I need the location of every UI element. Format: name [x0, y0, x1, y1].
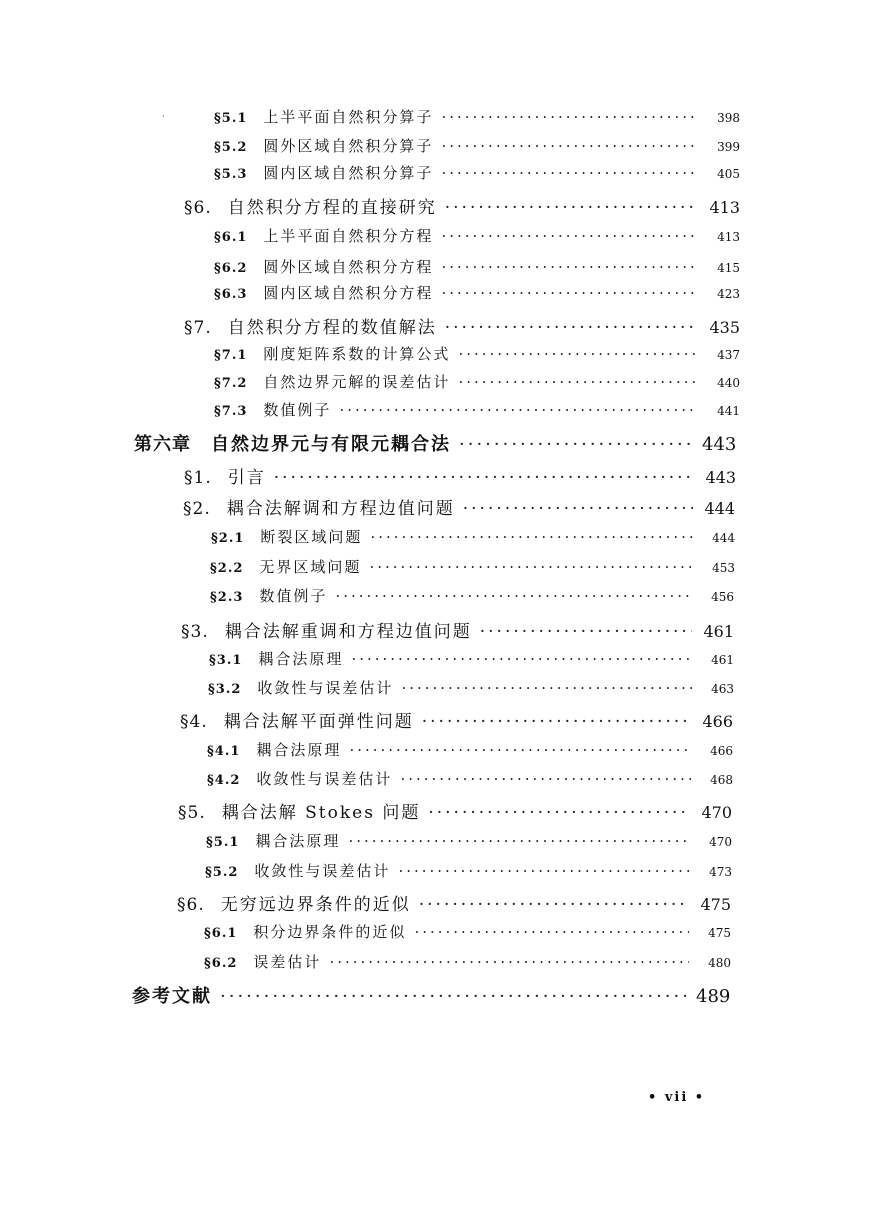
- toc-entry-number: §6.1: [214, 230, 248, 245]
- leader-dots: [463, 499, 693, 519]
- toc-entry-number: §6.3: [214, 287, 248, 302]
- toc-entry-number: §7.1: [214, 348, 248, 363]
- toc-entry-number: §5.1: [206, 835, 240, 850]
- toc-entry-number: §7.: [184, 318, 212, 338]
- toc-entry-number: §2.1: [211, 531, 245, 546]
- leader-dots: [458, 373, 698, 391]
- leader-dots: [441, 284, 698, 302]
- toc-entry-title: 耦合法原理: [255, 832, 341, 850]
- toc-entry: [207, 739, 733, 760]
- toc-entry-page: 440: [717, 376, 740, 390]
- leader-dots: [428, 803, 690, 823]
- toc-entry-number: §2.2: [210, 561, 244, 576]
- leader-dots: [445, 318, 698, 338]
- toc-entry: [181, 617, 734, 642]
- toc-entry-number: §5.3: [214, 167, 248, 182]
- toc-entry-title: 圆外区域自然积分方程: [263, 258, 434, 276]
- toc-entry-title: 积分边界条件的近似: [253, 923, 407, 941]
- toc-entry-title: 耦合法解重调和方程边值问题: [224, 622, 472, 642]
- toc-entry-title: 刚度矩阵系数的计算公式: [263, 345, 451, 363]
- leader-dots: [458, 345, 698, 363]
- toc-entry-page: 466: [710, 744, 733, 758]
- toc-entry-title: 自然边界元解的误差估计: [263, 373, 451, 391]
- leader-dots: [370, 528, 693, 546]
- leader-dots: [459, 434, 694, 455]
- toc-entry-page: 475: [708, 926, 731, 940]
- toc-entry-title: 断裂区域问题: [260, 528, 363, 546]
- toc-entry-title: 收敛性与误差估计: [256, 770, 393, 788]
- toc-entry-number: §7.2: [214, 376, 248, 391]
- leader-dots: [400, 770, 691, 788]
- toc-entry-title: 引言: [227, 468, 266, 488]
- toc-entry-page: 443: [705, 468, 736, 487]
- leader-dots: [422, 712, 691, 732]
- scan-mark: ·: [162, 112, 165, 121]
- toc-entry-number: §5.2: [205, 865, 239, 880]
- toc-entry-number: §3.: [181, 622, 209, 642]
- leader-dots: [398, 862, 690, 880]
- toc-entry-title: 耦合法原理: [258, 650, 344, 668]
- toc-entry-page: 413: [709, 198, 740, 217]
- toc-entry-page: 461: [711, 653, 734, 667]
- toc-entry: [177, 890, 731, 915]
- toc-entry-number: §6.2: [214, 261, 248, 276]
- toc-entry: [207, 768, 733, 789]
- toc-entry-page: 435: [709, 318, 740, 337]
- toc-entry-number: §5.2: [214, 140, 248, 155]
- toc-entry: [210, 585, 734, 606]
- toc-entry: [214, 135, 740, 156]
- toc-entry-page: 470: [701, 803, 732, 822]
- leader-dots: [220, 986, 688, 1007]
- toc-entry-page: 489: [696, 986, 731, 1007]
- toc-entry: [214, 399, 740, 420]
- toc-entry-title: 无界区域问题: [259, 558, 362, 576]
- toc-entry-page: 405: [717, 167, 740, 181]
- toc-entry-number: §4.: [180, 712, 208, 732]
- toc-entry: [206, 830, 732, 851]
- toc-entry-page: 473: [709, 865, 732, 879]
- toc-entry-title: 无穷远边界条件的近似: [220, 895, 411, 915]
- leader-dots: [445, 198, 698, 218]
- toc-entry: [214, 343, 740, 364]
- toc-entry-page: 399: [717, 140, 740, 154]
- toc-entry: [214, 162, 740, 183]
- toc-entry-title: 参考文献: [132, 986, 212, 1007]
- toc-entry: [178, 798, 732, 823]
- toc-entry: [134, 430, 736, 456]
- leader-dots: [441, 164, 698, 182]
- toc-entry-title: 圆内区域自然积分方程: [263, 284, 434, 302]
- toc-entry: [204, 951, 731, 972]
- leader-dots: [335, 587, 692, 605]
- leader-dots: [369, 558, 693, 576]
- toc-entry-page: 475: [700, 895, 731, 914]
- toc-entry-title: 收敛性与误差估计: [254, 862, 391, 880]
- toc-entry-page: 441: [717, 404, 740, 418]
- toc-entry-number: 第六章: [134, 434, 191, 455]
- toc-entry-title: 耦合法解调和方程边值问题: [226, 499, 455, 519]
- toc-entry: [204, 921, 731, 942]
- leader-dots: [329, 953, 689, 971]
- toc-entry-title: 自然边界元与有限元耦合法: [211, 434, 451, 455]
- toc-entry-page: 415: [717, 261, 740, 275]
- toc-entry-number: §6.: [184, 198, 212, 218]
- toc-entry-title: 圆外区域自然积分算子: [263, 137, 434, 155]
- toc-entry-title: 自然积分方程的直接研究: [227, 198, 437, 218]
- toc-entry: [211, 526, 735, 547]
- toc-entry-number: §5.: [178, 803, 206, 823]
- leader-dots: [274, 468, 694, 488]
- toc-entry-title: 耦合法解 Stokes 问题: [221, 803, 421, 823]
- toc-entry-title: 数值例子: [259, 587, 328, 605]
- toc-entry: [205, 860, 732, 881]
- toc-entry: [214, 371, 740, 392]
- toc-entry-number: §2.: [183, 499, 211, 519]
- leader-dots: [348, 832, 690, 850]
- toc-entry-title: 自然积分方程的数值解法: [227, 318, 437, 338]
- toc-entry-number: §5.1: [214, 111, 248, 126]
- toc-entry-title: 上半平面自然积分方程: [263, 227, 434, 245]
- leader-dots: [419, 895, 689, 915]
- toc-entry-number: §4.2: [207, 773, 241, 788]
- toc-entry-page: 437: [717, 348, 740, 362]
- toc-entry-page: 413: [717, 230, 740, 244]
- leader-dots: [441, 108, 698, 126]
- toc-entry: [209, 648, 734, 669]
- toc-entry-number: §6.1: [204, 926, 238, 941]
- leader-dots: [441, 137, 698, 155]
- toc-entry-title: 耦合法原理: [256, 741, 342, 759]
- toc-entry-number: §3.1: [209, 653, 243, 668]
- toc-entry: [132, 982, 730, 1008]
- toc-entry-number: §1.: [184, 468, 212, 488]
- leader-dots: [351, 650, 692, 668]
- leader-dots: [441, 227, 698, 245]
- toc-entry-page: 480: [708, 956, 731, 970]
- toc-entry: [184, 193, 740, 218]
- toc-entry-number: §3.2: [208, 682, 242, 697]
- toc-entry-number: §2.3: [210, 590, 244, 605]
- toc-entry-page: 470: [709, 835, 732, 849]
- toc-entry: [214, 282, 740, 303]
- toc-entry: [208, 677, 734, 698]
- toc-entry-page: 463: [711, 682, 734, 696]
- toc-entry-number: §7.3: [214, 404, 248, 419]
- leader-dots: [339, 401, 698, 419]
- toc-entry-title: 数值例子: [263, 401, 332, 419]
- toc-entry: [184, 463, 736, 488]
- toc-entry-page: 468: [710, 773, 733, 787]
- toc-entry-title: 收敛性与误差估计: [257, 679, 394, 697]
- toc-entry: [184, 313, 740, 338]
- toc-entry: [183, 494, 735, 519]
- leader-dots: [414, 923, 689, 941]
- toc-entry: [180, 707, 733, 732]
- toc-entry-page: 398: [717, 111, 740, 125]
- toc-entry-page: 456: [711, 590, 734, 604]
- toc-entry: [210, 556, 735, 577]
- toc-entry-page: 423: [717, 287, 740, 301]
- toc-entry-page: 466: [702, 712, 733, 731]
- toc-entry-number: §6.2: [204, 956, 238, 971]
- page-number-footer: • vii •: [648, 1090, 706, 1105]
- leader-dots: [401, 679, 692, 697]
- toc-entry-title: 误差估计: [253, 953, 322, 971]
- toc-entry-page: 453: [712, 561, 735, 575]
- leader-dots: [349, 741, 691, 759]
- toc-entry-title: 圆内区域自然积分算子: [263, 164, 434, 182]
- toc-entry: [214, 256, 740, 277]
- toc-entry-page: 443: [702, 434, 737, 455]
- leader-dots: [441, 258, 698, 276]
- toc-entry-page: 444: [704, 499, 735, 518]
- toc-entry-number: §6.: [177, 895, 205, 915]
- toc-entry-page: 444: [712, 531, 735, 545]
- toc-entry-number: §4.1: [207, 744, 241, 759]
- leader-dots: [480, 622, 692, 642]
- toc-entry-title: 上半平面自然积分算子: [263, 108, 434, 126]
- toc-entry: [214, 106, 740, 127]
- toc-entry-title: 耦合法解平面弹性问题: [223, 712, 414, 732]
- toc-entry-page: 461: [703, 622, 734, 641]
- toc-entry: [214, 225, 740, 246]
